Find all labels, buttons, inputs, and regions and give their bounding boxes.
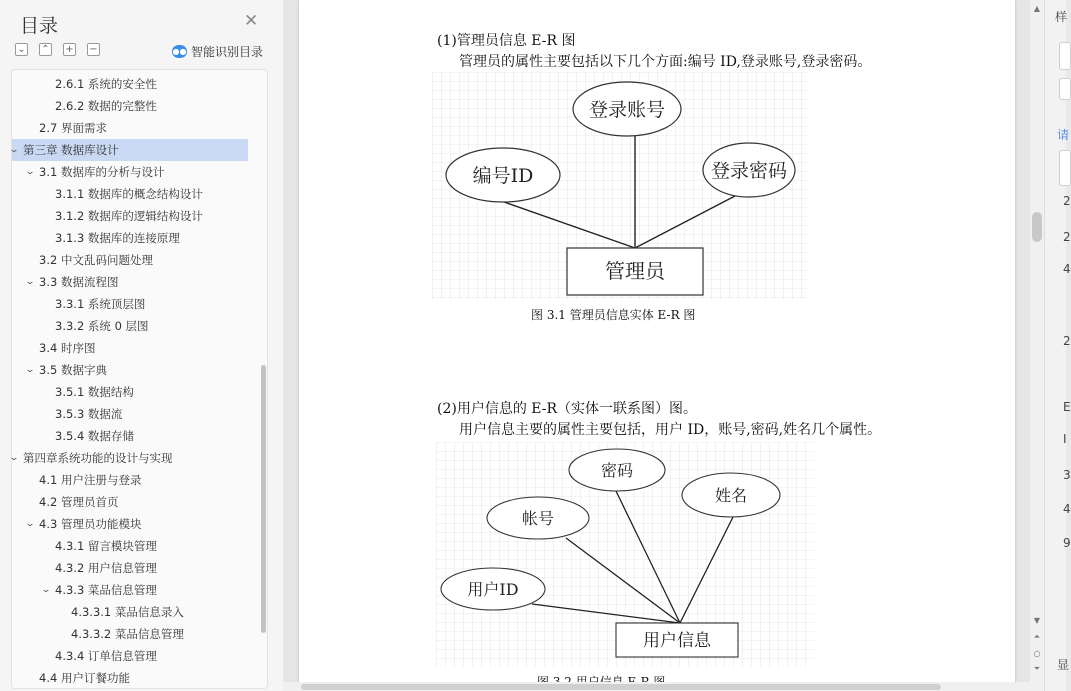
side-bottom-label: 显 bbox=[1057, 658, 1070, 672]
side-char: 2 bbox=[1063, 230, 1071, 244]
chevron-down-icon[interactable]: ⌄ bbox=[24, 519, 36, 529]
toc-item-label: 3.5.4 数据存储 bbox=[55, 429, 134, 443]
toc-item-label: 2.6.1 系统的安全性 bbox=[55, 77, 157, 91]
toc-item[interactable] bbox=[12, 425, 248, 447]
ai-icon: ●● bbox=[172, 47, 187, 56]
smart-recognize-button[interactable] bbox=[172, 43, 263, 60]
attribute-label: 密码 bbox=[600, 461, 634, 480]
chevron-down-icon[interactable]: ⌄ bbox=[8, 145, 20, 155]
toc-item-label: 4.3.3.2 菜品信息管理 bbox=[71, 627, 184, 641]
figure-user-er bbox=[436, 442, 814, 667]
toc-item[interactable] bbox=[12, 73, 248, 95]
entity-label: 管理员 bbox=[605, 259, 665, 283]
side-link[interactable]: 请 bbox=[1057, 128, 1070, 142]
toc-item-label: 4.3 管理员功能模块 bbox=[39, 517, 142, 531]
chevron-down-icon[interactable]: ⌄ bbox=[24, 365, 36, 375]
toc-item[interactable] bbox=[12, 271, 248, 293]
attribute-label: 编号ID bbox=[472, 165, 534, 187]
toc-item[interactable] bbox=[12, 95, 248, 117]
toc-item[interactable] bbox=[12, 403, 248, 425]
toc-list bbox=[8, 69, 268, 689]
side-char: 9 bbox=[1063, 536, 1071, 550]
toc-item-label: 3.1.1 数据库的概念结构设计 bbox=[55, 187, 203, 201]
toc-item-label: 3.5 数据字典 bbox=[39, 363, 107, 377]
scroll-thumb[interactable] bbox=[301, 684, 941, 690]
toc-item-label: 3.2 中文乱码问题处理 bbox=[39, 253, 153, 267]
scroll-thumb[interactable] bbox=[1032, 212, 1042, 242]
toc-item-label: 3.3.2 系统 0 层图 bbox=[55, 319, 149, 333]
page-down-icon[interactable]: ⏷ bbox=[1033, 664, 1041, 673]
toc-item-label: 第四章系统功能的设计与实现 bbox=[23, 451, 173, 465]
scroll-down-icon[interactable]: ▼ bbox=[1033, 616, 1041, 625]
side-char: 4 bbox=[1063, 502, 1071, 516]
toc-item-label: 4.3.3.1 菜品信息录入 bbox=[71, 605, 184, 619]
toc-scrollbar[interactable] bbox=[261, 365, 266, 633]
attribute-label: 姓名 bbox=[714, 486, 748, 505]
page-dot-icon[interactable]: ○ bbox=[1033, 649, 1041, 658]
toc-item[interactable] bbox=[12, 359, 248, 381]
document-canvas bbox=[283, 0, 1030, 691]
side-pane-title: 样 bbox=[1055, 10, 1068, 24]
section2-heading: (2)用户信息的 E-R（实体一联系图）图。 bbox=[437, 401, 698, 417]
toc-item[interactable] bbox=[8, 447, 248, 469]
entity-label: 用户信息 bbox=[643, 631, 711, 651]
toc-title: 目录 bbox=[20, 15, 59, 37]
toc-item[interactable] bbox=[12, 205, 248, 227]
document-page bbox=[299, 0, 1015, 691]
toc-item[interactable] bbox=[12, 623, 248, 645]
collapse-all-icon[interactable]: ⌄ bbox=[15, 43, 28, 56]
toc-item[interactable] bbox=[12, 557, 248, 579]
chevron-down-icon[interactable]: ⌄ bbox=[8, 453, 20, 463]
side-char: 4 bbox=[1063, 262, 1071, 276]
scroll-up-icon[interactable]: ▲ bbox=[1033, 4, 1041, 13]
side-char: E bbox=[1063, 400, 1071, 414]
remove-heading-icon[interactable]: − bbox=[87, 43, 100, 56]
toc-item[interactable] bbox=[12, 337, 248, 359]
section1-body: 管理员的属性主要包括以下几个方面:编号 ID,登录账号,登录密码。 bbox=[459, 54, 872, 70]
close-icon[interactable]: ✕ bbox=[244, 11, 259, 31]
toc-item[interactable] bbox=[12, 513, 248, 535]
toc-item[interactable] bbox=[12, 227, 248, 249]
toc-item-label: 4.2 管理员首页 bbox=[39, 495, 119, 509]
toc-item-label: 4.3.3 菜品信息管理 bbox=[55, 583, 157, 597]
toc-item-label: 2.6.2 数据的完整性 bbox=[55, 99, 157, 113]
toc-item[interactable] bbox=[12, 315, 248, 337]
toc-item-label: 4.3.1 留言模块管理 bbox=[55, 539, 157, 553]
expand-all-icon[interactable]: ⌃ bbox=[39, 43, 52, 56]
chevron-down-icon[interactable]: ⌄ bbox=[40, 585, 52, 595]
section2-body: 用户信息主要的属性主要包括，用户 ID，账号,密码,姓名几个属性。 bbox=[459, 422, 882, 438]
toc-item[interactable] bbox=[12, 249, 248, 271]
side-input[interactable] bbox=[1059, 150, 1071, 186]
toc-item[interactable] bbox=[12, 491, 248, 513]
toc-item-label: 第三章 数据库设计 bbox=[23, 143, 119, 157]
attribute-label: 用户ID bbox=[467, 580, 519, 599]
toc-item[interactable] bbox=[12, 161, 248, 183]
side-char: 2 bbox=[1063, 194, 1071, 208]
toc-item-label: 3.3 数据流程图 bbox=[39, 275, 119, 289]
toc-item-label: 3.1.2 数据库的逻辑结构设计 bbox=[55, 209, 203, 223]
section1-heading: (1)管理员信息 E-R 图 bbox=[437, 33, 576, 49]
toc-item-label: 2.7 界面需求 bbox=[39, 121, 107, 135]
toc-sidebar bbox=[0, 0, 283, 691]
toc-item[interactable] bbox=[12, 117, 248, 139]
toc-toolbar bbox=[15, 43, 100, 56]
toc-item[interactable] bbox=[12, 601, 248, 623]
page-up-icon[interactable]: ⏶ bbox=[1033, 632, 1041, 641]
side-char: I bbox=[1063, 432, 1067, 446]
side-input[interactable] bbox=[1059, 42, 1071, 70]
figure-admin-er bbox=[432, 72, 810, 300]
toc-item-label: 3.5.3 数据流 bbox=[55, 407, 123, 421]
toc-item-label: 4.1 用户注册与登录 bbox=[39, 473, 142, 487]
vertical-scrollbar[interactable] bbox=[1030, 0, 1044, 691]
figure-caption: 图 3.1 管理员信息实体 E-R 图 bbox=[531, 308, 696, 322]
horizontal-scrollbar[interactable] bbox=[283, 682, 1030, 691]
toc-item-label: 4.3.2 用户信息管理 bbox=[55, 561, 157, 575]
toc-item[interactable] bbox=[8, 139, 248, 161]
toc-item-label: 4.3.4 订单信息管理 bbox=[55, 649, 157, 663]
side-input[interactable] bbox=[1059, 78, 1071, 100]
toc-item[interactable] bbox=[12, 579, 248, 601]
toc-item[interactable] bbox=[12, 535, 248, 557]
add-heading-icon[interactable]: + bbox=[63, 43, 76, 56]
smart-recognize-label: 智能识别目录 bbox=[191, 45, 264, 59]
toc-item[interactable] bbox=[12, 469, 248, 491]
toc-item[interactable] bbox=[12, 645, 248, 667]
toc-item[interactable] bbox=[12, 183, 248, 205]
toc-item-label: 3.5.1 数据结构 bbox=[55, 385, 134, 399]
attribute-label: 登录密码 bbox=[710, 160, 788, 182]
toc-item-label: 3.3.1 系统顶层图 bbox=[55, 297, 146, 311]
toc-item[interactable] bbox=[12, 667, 248, 689]
side-pane bbox=[1044, 0, 1071, 691]
attribute-label: 登录账号 bbox=[588, 99, 666, 121]
toc-item-label: 4.4 用户订餐功能 bbox=[39, 671, 130, 685]
toc-item[interactable] bbox=[12, 381, 248, 403]
toc-item[interactable] bbox=[12, 293, 248, 315]
attribute-label: 帐号 bbox=[521, 509, 555, 528]
side-char: 2 bbox=[1063, 334, 1071, 348]
side-char: 3 bbox=[1063, 468, 1071, 482]
toc-item-label: 3.1.3 数据库的连接原理 bbox=[55, 231, 180, 245]
chevron-down-icon[interactable]: ⌄ bbox=[24, 277, 36, 287]
chevron-down-icon[interactable]: ⌄ bbox=[24, 167, 36, 177]
toc-item-label: 3.4 时序图 bbox=[39, 341, 96, 355]
toc-item-label: 3.1 数据库的分析与设计 bbox=[39, 165, 165, 179]
